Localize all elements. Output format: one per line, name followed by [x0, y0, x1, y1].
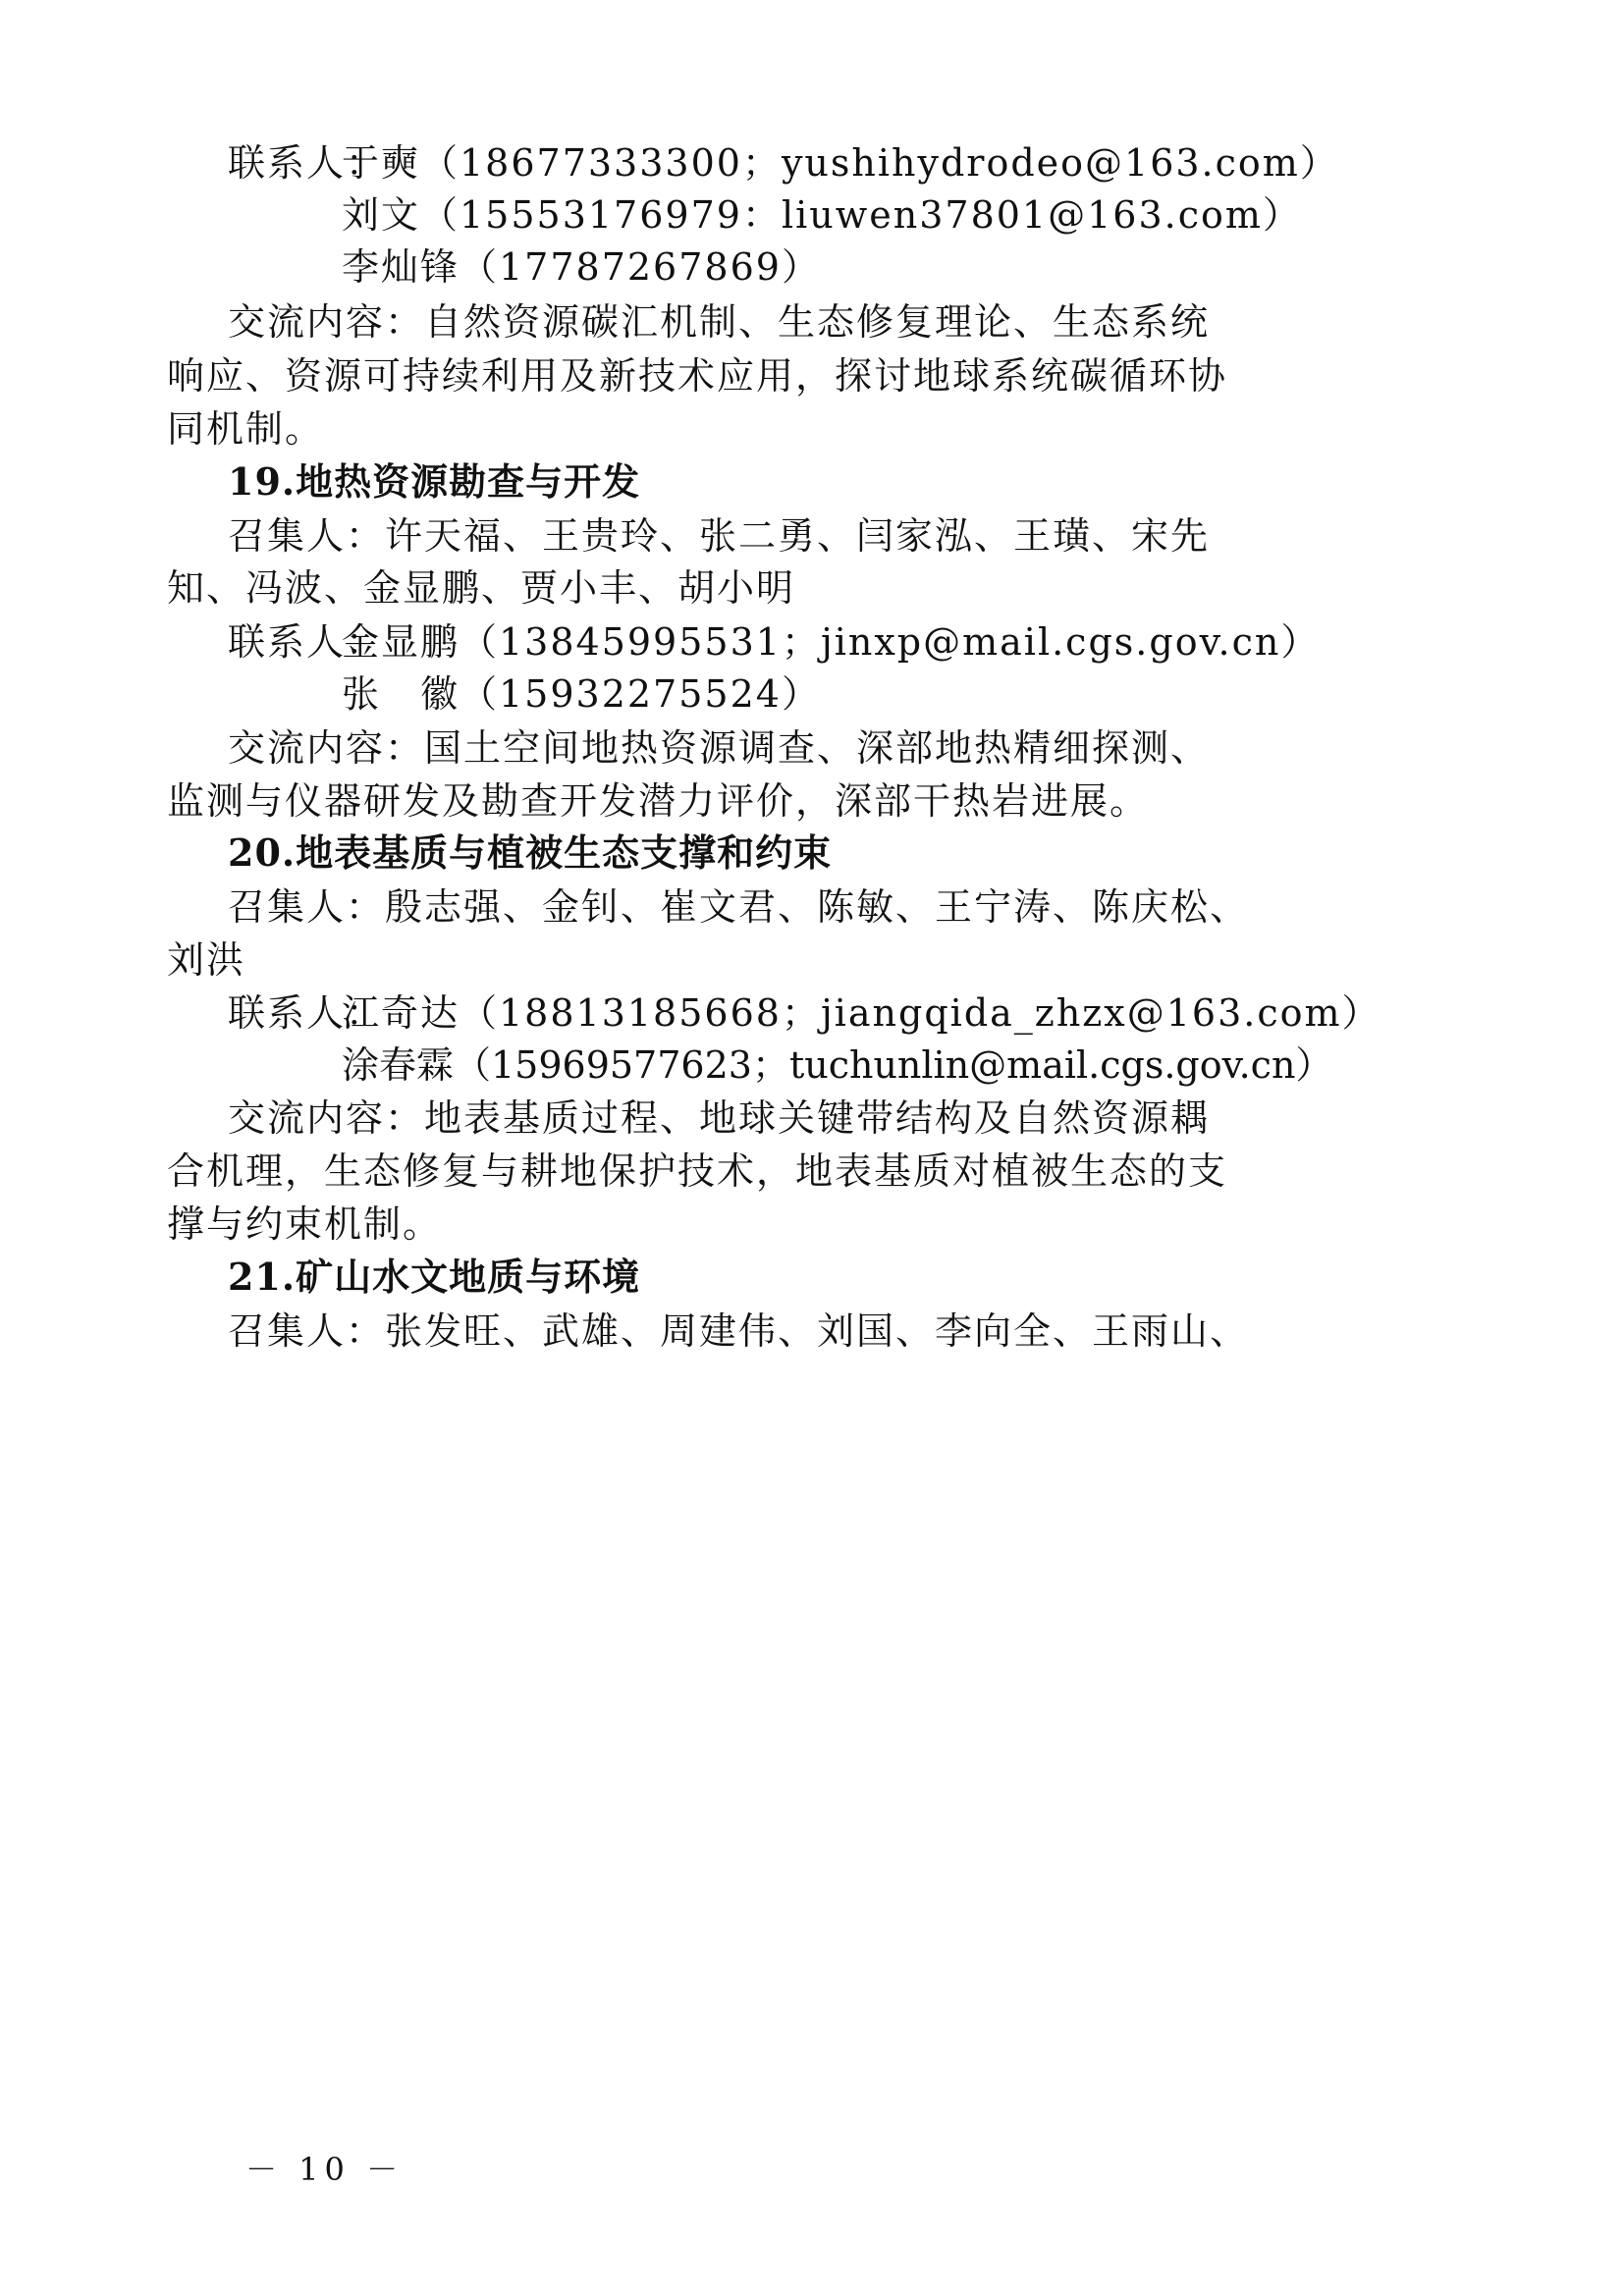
section21-title: 21.矿山水文地质与环境 — [228, 1255, 641, 1299]
section18-contact-1: 于奭（18677333300；yushihydrodeo@163.com） — [342, 141, 1339, 185]
section20-contact-1: 江奇达（18813185668；jiangqida_zhzx@163.com） — [342, 991, 1381, 1035]
section18-exchange-line-2: 响应、资源可持续利用及新技术应用，探讨地球系统碳循环协 — [167, 354, 1228, 398]
section19-convener-line-2: 知、冯波、金显鹏、贾小丰、胡小明 — [167, 566, 796, 610]
section18-contact-2: 刘文（15553176979：liuwen37801@163.com） — [342, 193, 1302, 237]
section20-convener-line-2: 刘洪 — [167, 938, 246, 982]
section20-contact-2: 涂春霖（15969577623；tuchunlin@mail.cgs.gov.cn） — [342, 1043, 1333, 1087]
section19-convener-line-1: 召集人：许天福、王贵玲、张二勇、闫家泓、王璜、宋先 — [228, 514, 1211, 558]
section20-exchange-line-2: 合机理，生态修复与耕地保护技术，地表基质对植被生态的支 — [167, 1149, 1228, 1193]
section20-exchange-line-1: 交流内容：地表基质过程、地球关键带结构及自然资源耦 — [228, 1096, 1211, 1140]
section19-title: 19.地热资源勘查与开发 — [228, 459, 641, 504]
section20-convener-line-1: 召集人：殷志强、金钊、崔文君、陈敏、王宁涛、陈庆松、 — [228, 885, 1250, 929]
section19-exchange-line-2: 监测与仪器研发及勘查开发潜力评价，深部干热岩进展。 — [167, 779, 1150, 823]
section19-exchange-line-1: 交流内容：国土空间地热资源调查、深部地热精细探测、 — [228, 726, 1211, 770]
section21-convener-line-1: 召集人：张发旺、武雄、周建伟、刘国、李向全、王雨山、 — [228, 1309, 1250, 1353]
page-number: － 10 － — [245, 2151, 405, 2188]
section18-contact-label: 联系人： — [228, 141, 386, 185]
section18-exchange-line-1: 交流内容：自然资源碳汇机制、生态修复理论、生态系统 — [228, 300, 1211, 344]
section19-contact-1: 金显鹏（13845995531；jinxp@mail.cgs.gov.cn） — [342, 620, 1321, 664]
section20-title: 20.地表基质与植被生态支撑和约束 — [228, 830, 833, 875]
section20-exchange-line-3: 撑与约束机制。 — [167, 1202, 443, 1246]
section19-contact-label: 联系人： — [228, 620, 386, 664]
section19-contact-2: 张 徽（15932275524） — [342, 672, 821, 716]
section20-contact-label: 联系人： — [228, 991, 386, 1035]
section18-exchange-line-3: 同机制。 — [167, 407, 325, 451]
section18-contact-3: 李灿锋（17787267869） — [342, 245, 821, 289]
